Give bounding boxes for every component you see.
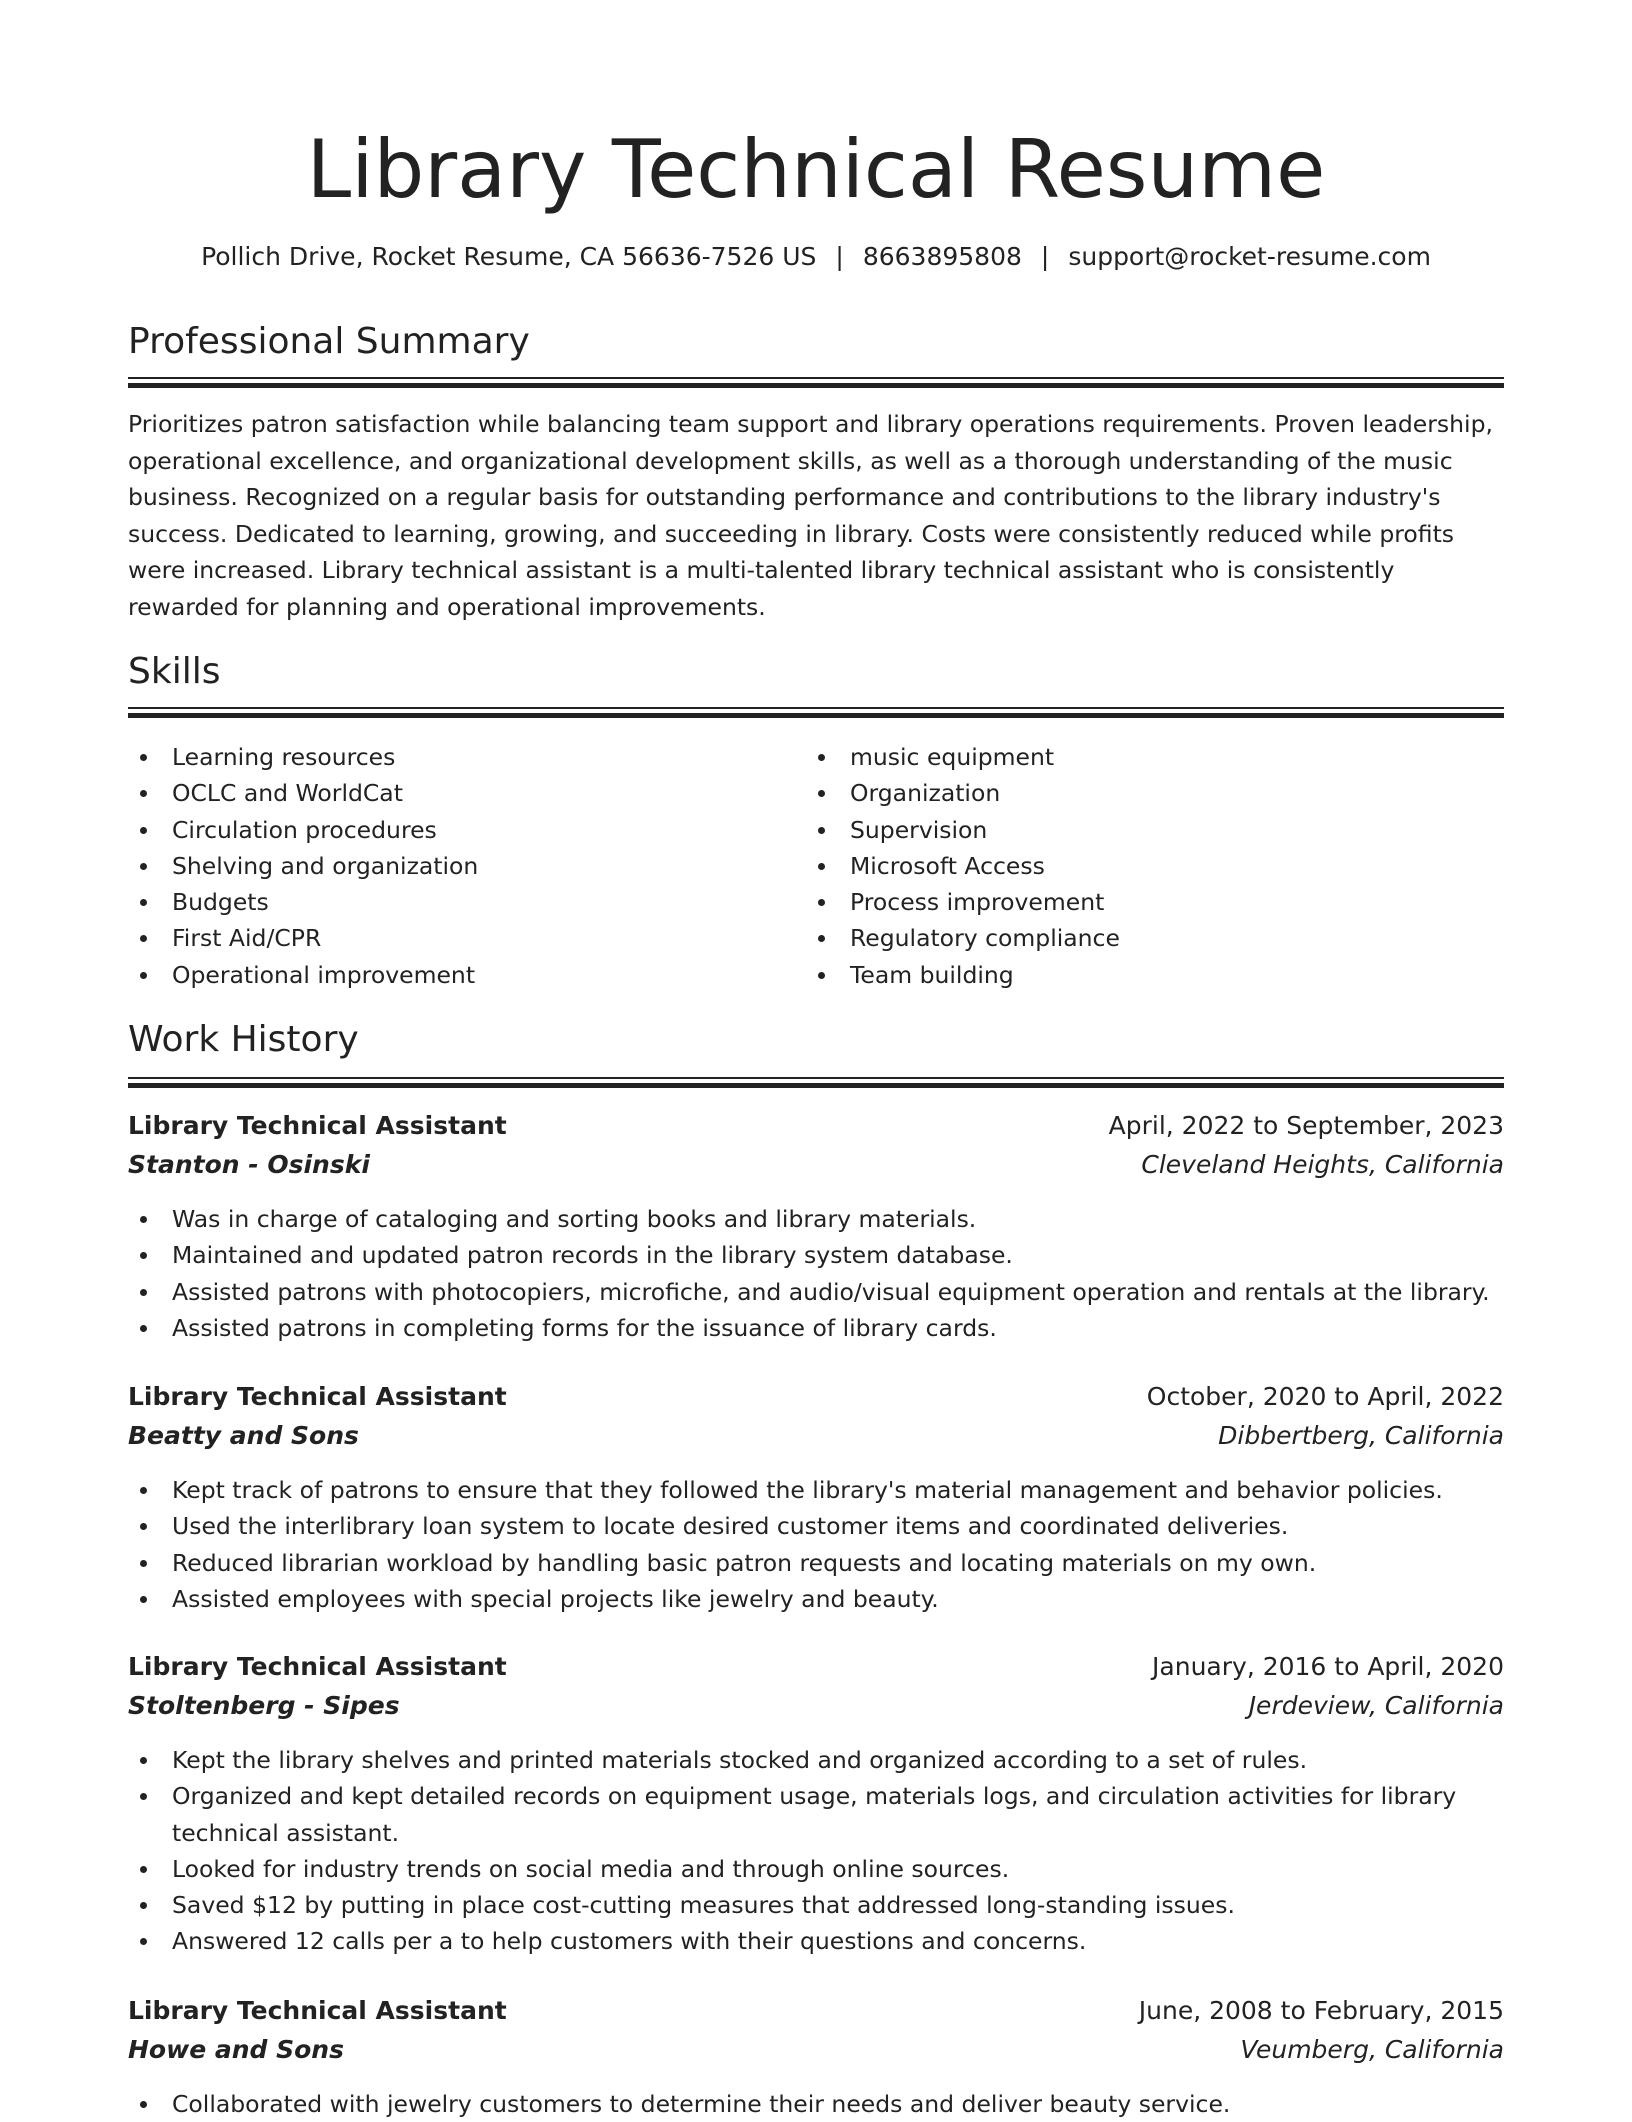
job-duty: Looked for industry trends on social media and through online sources.: [128, 1851, 1504, 1887]
job-duties: [128, 1472, 1504, 1617]
skill-item: Organization: [806, 775, 1504, 811]
job-subheader: [128, 1148, 1504, 1182]
contact-separator: |: [835, 242, 844, 271]
job-duty: Assisted patrons with photocopiers, microfiche, and audio/visual equipment operation and rentals at the library.: [128, 1274, 1504, 1310]
job-header: [128, 1994, 1504, 2028]
job-employer: Howe and Sons: [128, 2035, 344, 2064]
job-employer: Beatty and Sons: [128, 1421, 359, 1450]
job-duty: Assisted patrons in completing forms for the issuance of library cards.: [128, 1310, 1504, 1346]
skill-item: Budgets: [128, 884, 788, 920]
contact-line: [0, 240, 1632, 274]
skill-item: Shelving and organization: [128, 848, 788, 884]
job-duty: Reduced librarian workload by handling basic patron requests and locating materials on my own.: [128, 1545, 1504, 1581]
skill-item: Learning resources: [128, 739, 788, 775]
job-subheader: [128, 1689, 1504, 1723]
job-duty: Organized and kept detailed records on equipment usage, materials logs, and circulation activities for library technical assistant.: [128, 1778, 1504, 1851]
skills-heading: Skills: [128, 651, 221, 692]
job-duties: [128, 2086, 1504, 2122]
section-divider: [128, 707, 1504, 718]
job-duty: Kept track of patrons to ensure that they followed the library's material management and behavior policies.: [128, 1472, 1504, 1508]
section-divider: [128, 377, 1504, 388]
skill-item: Microsoft Access: [806, 848, 1504, 884]
job-dates: January, 2016 to April, 2020: [1152, 1652, 1504, 1681]
skills-list-right: [806, 739, 1504, 993]
job-header: [128, 1109, 1504, 1143]
job-duty: Assisted employees with special projects like jewelry and beauty.: [128, 1581, 1504, 1617]
job-duty: Used the interlibrary loan system to locate desired customer items and coordinated deliveries.: [128, 1508, 1504, 1544]
job-duties: [128, 1201, 1504, 1346]
job-duty: Kept the library shelves and printed materials stocked and organized according to a set of rules.: [128, 1742, 1504, 1778]
job-location: Dibbertberg, California: [1218, 1421, 1504, 1450]
contact-address: Pollich Drive, Rocket Resume, CA 56636-7526 US: [201, 242, 817, 271]
work-heading: Work History: [128, 1019, 359, 1060]
job-dates: October, 2020 to April, 2022: [1146, 1382, 1504, 1411]
contact-email: support@rocket-resume.com: [1068, 242, 1431, 271]
skill-item: Team building: [806, 957, 1504, 993]
job-duty: Collaborated with jewelry customers to determine their needs and deliver beauty service.: [128, 2086, 1504, 2122]
summary-heading: Professional Summary: [128, 321, 530, 362]
skill-item: Circulation procedures: [128, 812, 788, 848]
skills-list-left: [128, 739, 788, 993]
job-duty: Saved $12 by putting in place cost-cutting measures that addressed long-standing issues.: [128, 1887, 1504, 1923]
resume-title: Library Technical Resume: [306, 123, 1326, 216]
job-header: [128, 1650, 1504, 1684]
section-divider: [128, 1077, 1504, 1088]
job-title: Library Technical Assistant: [128, 1996, 507, 2025]
contact-phone: 8663895808: [862, 242, 1022, 271]
job-subheader: [128, 2033, 1504, 2067]
job-header: [128, 1380, 1504, 1414]
job-duty: Was in charge of cataloging and sorting books and library materials.: [128, 1201, 1504, 1237]
job-duty: Maintained and updated patron records in the library system database.: [128, 1237, 1504, 1273]
skill-item: music equipment: [806, 739, 1504, 775]
skill-item: Regulatory compliance: [806, 920, 1504, 956]
skill-item: OCLC and WorldCat: [128, 775, 788, 811]
job-dates: June, 2008 to February, 2015: [1138, 1996, 1504, 2025]
job-subheader: [128, 1419, 1504, 1453]
summary-text: Prioritizes patron satisfaction while balancing team support and library operations requirements. Proven leadership, operational excellence, and organizational development skills, as well as a thorough understanding of the music business. Recognized on a regular basis for outstanding performance and contributions to the library industry's success. Dedicated to learning, growing, and succeeding in library. Costs were consistently reduced while profits were increased. Library technical assistant is a multi-talented library technical assistant who is consistently rewarded for planning and operational improvements.: [128, 410, 1493, 621]
job-location: Cleveland Heights, California: [1141, 1150, 1504, 1179]
job-location: Veumberg, California: [1240, 2035, 1504, 2064]
skill-item: Process improvement: [806, 884, 1504, 920]
skill-item: Operational improvement: [128, 957, 788, 993]
job-employer: Stanton - Osinski: [128, 1150, 370, 1179]
job-duty: Answered 12 calls per a to help customers with their questions and concerns.: [128, 1923, 1504, 1959]
job-employer: Stoltenberg - Sipes: [128, 1691, 400, 1720]
job-dates: April, 2022 to September, 2023: [1108, 1111, 1504, 1140]
job-duties: [128, 1742, 1504, 1960]
contact-separator: |: [1040, 242, 1050, 271]
job-location: Jerdeview, California: [1248, 1691, 1504, 1720]
skill-item: Supervision: [806, 812, 1504, 848]
job-title: Library Technical Assistant: [128, 1111, 507, 1140]
job-title: Library Technical Assistant: [128, 1382, 507, 1411]
skill-item: First Aid/CPR: [128, 920, 788, 956]
job-title: Library Technical Assistant: [128, 1652, 507, 1681]
